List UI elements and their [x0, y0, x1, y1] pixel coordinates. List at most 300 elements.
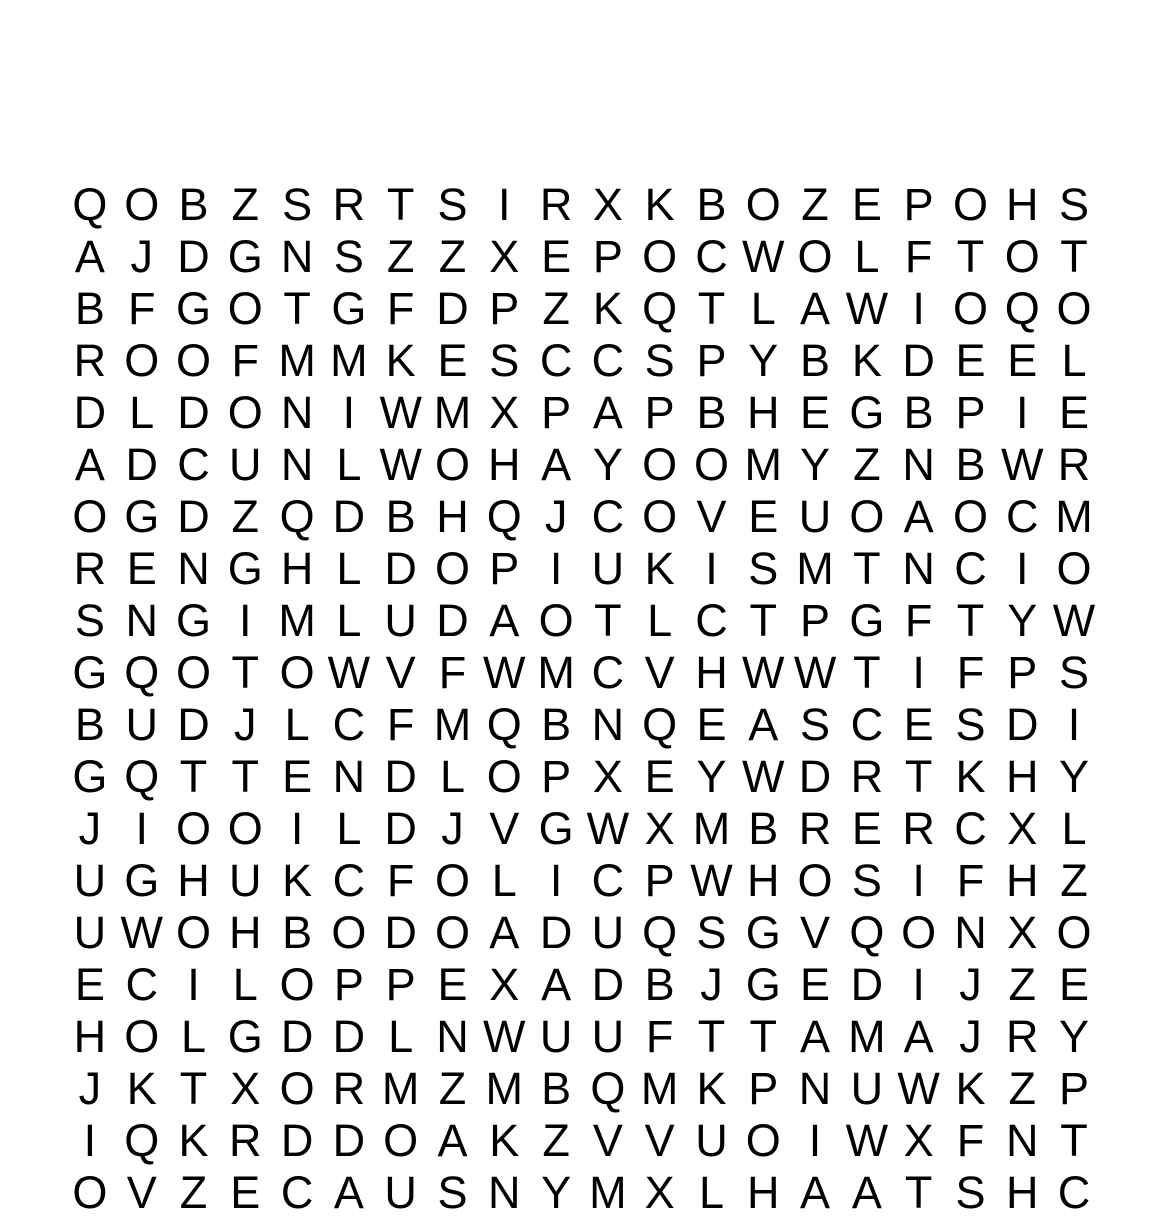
grid-cell[interactable]: Q [124, 646, 160, 698]
grid-cell[interactable]: T [697, 1011, 726, 1063]
grid-cell[interactable]: D [332, 490, 366, 542]
grid-cell[interactable]: U [73, 855, 107, 907]
grid-cell[interactable]: I [549, 855, 563, 907]
grid-cell[interactable]: D [902, 334, 935, 386]
grid-cell[interactable]: H [229, 907, 262, 959]
grid-cell[interactable]: R [902, 803, 935, 855]
grid-cell[interactable]: Q [486, 698, 522, 750]
grid-cell[interactable]: A [74, 438, 105, 490]
grid-cell[interactable]: V [592, 1115, 623, 1167]
grid-cell[interactable]: A [903, 1011, 934, 1063]
grid-cell[interactable]: B [541, 698, 572, 750]
grid-cell[interactable]: L [854, 230, 880, 282]
grid-cell[interactable]: Q [486, 490, 522, 542]
grid-cell[interactable]: I [912, 646, 925, 698]
grid-cell[interactable]: J [959, 959, 982, 1011]
grid-cell[interactable]: Z [1008, 959, 1036, 1011]
grid-cell[interactable]: N [436, 1011, 469, 1063]
grid-cell[interactable]: W [379, 386, 422, 438]
grid-cell[interactable]: L [698, 1167, 724, 1219]
grid-cell[interactable]: T [749, 594, 777, 646]
grid-cell[interactable]: O [279, 1063, 315, 1115]
grid-cell[interactable]: B [644, 959, 675, 1011]
grid-cell[interactable]: M [1055, 490, 1093, 542]
grid-cell[interactable]: S [1059, 178, 1090, 230]
grid-cell[interactable]: W [845, 282, 889, 334]
grid-cell[interactable]: Z [179, 1167, 208, 1219]
grid-cell[interactable]: S [437, 178, 468, 230]
grid-cell[interactable]: U [384, 1167, 417, 1219]
grid-cell[interactable]: E [851, 178, 882, 230]
grid-cell[interactable]: M [381, 1063, 420, 1115]
grid-cell[interactable]: O [642, 490, 678, 542]
grid-cell[interactable]: U [591, 907, 625, 959]
grid-cell[interactable]: H [1005, 178, 1039, 230]
grid-cell[interactable]: O [175, 646, 211, 698]
grid-cell[interactable]: P [644, 386, 675, 438]
grid-cell[interactable]: M [278, 334, 316, 386]
grid-cell[interactable]: R [1005, 1011, 1039, 1063]
grid-cell[interactable]: S [800, 698, 831, 750]
grid-cell[interactable]: I [808, 1115, 822, 1167]
grid-cell[interactable]: K [282, 855, 313, 907]
grid-cell[interactable]: M [330, 334, 368, 386]
grid-cell[interactable]: T [594, 594, 622, 646]
grid-cell[interactable]: I [549, 542, 563, 594]
grid-cell[interactable]: B [955, 438, 986, 490]
grid-cell[interactable]: G [849, 386, 885, 438]
grid-cell[interactable]: W [586, 803, 630, 855]
grid-cell[interactable]: E [851, 803, 882, 855]
grid-cell[interactable]: A [592, 386, 623, 438]
grid-cell[interactable]: K [644, 178, 675, 230]
grid-cell[interactable]: C [332, 698, 366, 750]
grid-cell[interactable]: C [1057, 1167, 1091, 1219]
grid-cell[interactable]: Y [541, 1167, 572, 1219]
grid-cell[interactable]: E [1059, 386, 1090, 438]
grid-cell[interactable]: Q [642, 698, 678, 750]
grid-cell[interactable]: V [126, 1167, 157, 1219]
grid-cell[interactable]: F [904, 594, 933, 646]
grid-cell[interactable]: V [644, 646, 675, 698]
grid-cell[interactable]: U [798, 490, 832, 542]
grid-cell[interactable]: X [489, 230, 520, 282]
grid-cell[interactable]: G [124, 490, 160, 542]
grid-cell[interactable]: A [800, 1167, 831, 1219]
grid-cell[interactable]: S [282, 178, 313, 230]
grid-cell[interactable]: I [290, 803, 304, 855]
grid-cell[interactable]: G [72, 751, 108, 803]
grid-cell[interactable]: N [591, 698, 625, 750]
grid-cell[interactable]: I [239, 594, 252, 646]
grid-cell[interactable]: E [437, 959, 468, 1011]
grid-cell[interactable]: X [1007, 803, 1038, 855]
grid-cell[interactable]: U [591, 1011, 625, 1063]
grid-cell[interactable]: O [434, 907, 470, 959]
grid-cell[interactable]: N [280, 386, 314, 438]
grid-cell[interactable]: P [1059, 1063, 1090, 1115]
grid-cell[interactable]: N [177, 542, 210, 594]
grid-cell[interactable]: Q [642, 282, 678, 334]
grid-cell[interactable]: A [903, 490, 934, 542]
grid-cell[interactable]: T [956, 594, 985, 646]
grid-cell[interactable]: W [120, 907, 163, 959]
grid-cell[interactable]: S [748, 542, 779, 594]
grid-cell[interactable]: I [187, 959, 200, 1011]
grid-cell[interactable]: W [1052, 594, 1096, 646]
grid-cell[interactable]: T [904, 751, 933, 803]
grid-cell[interactable]: K [955, 751, 986, 803]
grid-cell[interactable]: X [1007, 907, 1038, 959]
grid-cell[interactable]: K [489, 1115, 520, 1167]
grid-cell[interactable]: W [742, 230, 785, 282]
grid-cell[interactable]: D [384, 803, 417, 855]
grid-cell[interactable]: I [912, 959, 925, 1011]
grid-cell[interactable]: O [1056, 282, 1092, 334]
grid-cell[interactable]: D [436, 282, 469, 334]
grid-cell[interactable]: B [74, 698, 105, 750]
grid-cell[interactable]: R [73, 334, 107, 386]
grid-cell[interactable]: D [539, 907, 573, 959]
grid-cell[interactable]: U [384, 594, 417, 646]
grid-cell[interactable]: O [849, 490, 885, 542]
grid-cell[interactable]: X [489, 959, 520, 1011]
grid-cell[interactable]: H [1005, 751, 1039, 803]
grid-cell[interactable]: O [901, 907, 937, 959]
grid-cell[interactable]: N [954, 907, 987, 959]
grid-cell[interactable]: B [696, 178, 727, 230]
grid-cell[interactable]: G [175, 282, 211, 334]
grid-cell[interactable]: F [956, 646, 985, 698]
grid-cell[interactable]: C [591, 646, 625, 698]
grid-cell[interactable]: P [748, 1063, 779, 1115]
grid-cell[interactable]: P [592, 230, 623, 282]
grid-cell[interactable]: I [1067, 698, 1081, 750]
grid-cell[interactable]: E [903, 698, 934, 750]
grid-cell[interactable]: P [489, 282, 520, 334]
grid-cell[interactable]: Z [1060, 855, 1088, 907]
grid-cell[interactable]: O [124, 178, 160, 230]
grid-cell[interactable]: Y [1007, 594, 1038, 646]
grid-cell[interactable]: O [175, 803, 211, 855]
grid-cell[interactable]: T [853, 542, 881, 594]
grid-cell[interactable]: B [74, 282, 105, 334]
grid-cell[interactable]: E [748, 490, 779, 542]
grid-cell[interactable]: S [437, 1167, 468, 1219]
grid-cell[interactable]: C [695, 594, 728, 646]
grid-cell[interactable]: C [954, 803, 987, 855]
grid-cell[interactable]: L [336, 803, 362, 855]
grid-cell[interactable]: R [798, 803, 832, 855]
grid-cell[interactable]: X [592, 178, 623, 230]
grid-cell[interactable]: M [537, 646, 575, 698]
grid-cell[interactable]: L [750, 282, 776, 334]
grid-cell[interactable]: E [800, 959, 831, 1011]
grid-cell[interactable]: L [647, 594, 673, 646]
grid-cell[interactable]: D [384, 751, 417, 803]
grid-cell[interactable]: F [956, 1115, 985, 1167]
grid-cell[interactable]: D [798, 751, 832, 803]
grid-cell[interactable]: P [333, 959, 364, 1011]
grid-cell[interactable]: A [800, 282, 831, 334]
grid-cell[interactable]: Q [124, 751, 160, 803]
grid-cell[interactable]: A [74, 230, 105, 282]
grid-cell[interactable]: F [386, 855, 415, 907]
grid-cell[interactable]: P [1007, 646, 1038, 698]
grid-cell[interactable]: P [541, 386, 572, 438]
grid-cell[interactable]: O [331, 907, 367, 959]
grid-cell[interactable]: O [745, 1115, 781, 1167]
grid-cell[interactable]: P [955, 386, 986, 438]
grid-cell[interactable]: D [177, 698, 210, 750]
grid-cell[interactable]: X [903, 1115, 934, 1167]
grid-cell[interactable]: G [227, 1011, 263, 1063]
grid-cell[interactable]: D [177, 386, 210, 438]
grid-cell[interactable]: O [952, 282, 988, 334]
grid-cell[interactable]: A [489, 594, 520, 646]
grid-cell[interactable]: Z [1008, 1063, 1036, 1115]
grid-cell[interactable]: D [384, 907, 417, 959]
grid-cell[interactable]: Q [279, 490, 315, 542]
grid-cell[interactable]: W [379, 438, 422, 490]
grid-cell[interactable]: R [229, 1115, 262, 1167]
grid-cell[interactable]: P [385, 959, 416, 1011]
grid-cell[interactable]: H [488, 438, 521, 490]
grid-cell[interactable]: C [1005, 490, 1039, 542]
grid-cell[interactable]: T [853, 646, 881, 698]
grid-cell[interactable]: Y [1059, 751, 1090, 803]
grid-cell[interactable]: I [705, 542, 718, 594]
grid-cell[interactable]: R [332, 1063, 366, 1115]
grid-cell[interactable]: U [125, 698, 158, 750]
grid-cell[interactable]: I [912, 282, 925, 334]
grid-cell[interactable]: J [78, 803, 102, 855]
grid-cell[interactable]: N [1005, 1115, 1039, 1167]
grid-cell[interactable]: Z [438, 230, 467, 282]
grid-cell[interactable]: R [539, 178, 573, 230]
grid-cell[interactable]: J [130, 230, 153, 282]
grid-cell[interactable]: L [388, 1011, 414, 1063]
grid-cell[interactable]: F [386, 698, 415, 750]
grid-cell[interactable]: J [234, 698, 257, 750]
grid-cell[interactable]: J [78, 1063, 102, 1115]
grid-cell[interactable]: C [280, 1167, 314, 1219]
grid-cell[interactable]: T [179, 751, 208, 803]
grid-cell[interactable]: T [386, 178, 415, 230]
grid-cell[interactable]: P [489, 542, 520, 594]
grid-cell[interactable]: H [695, 646, 728, 698]
grid-cell[interactable]: D [850, 959, 884, 1011]
grid-cell[interactable]: Z [231, 490, 260, 542]
grid-cell[interactable]: L [336, 438, 362, 490]
grid-cell[interactable]: E [955, 334, 986, 386]
grid-cell[interactable]: B [748, 803, 779, 855]
grid-cell[interactable]: P [541, 751, 572, 803]
grid-cell[interactable]: D [384, 542, 417, 594]
grid-cell[interactable]: G [745, 907, 781, 959]
grid-cell[interactable]: O [486, 751, 522, 803]
grid-cell[interactable]: X [644, 1167, 675, 1219]
grid-cell[interactable]: C [695, 230, 728, 282]
grid-cell[interactable]: T [179, 1063, 208, 1115]
grid-cell[interactable]: O [642, 438, 678, 490]
grid-cell[interactable]: N [332, 751, 366, 803]
grid-cell[interactable]: U [591, 542, 625, 594]
grid-cell[interactable]: U [695, 1115, 728, 1167]
grid-cell[interactable]: V [800, 907, 831, 959]
grid-cell[interactable]: G [227, 542, 263, 594]
grid-cell[interactable]: D [177, 230, 210, 282]
grid-cell[interactable]: N [902, 542, 935, 594]
grid-cell[interactable]: H [73, 1011, 107, 1063]
grid-cell[interactable]: X [592, 751, 623, 803]
grid-cell[interactable]: Y [1059, 1011, 1090, 1063]
grid-cell[interactable]: B [696, 386, 727, 438]
grid-cell[interactable]: I [498, 178, 511, 230]
grid-cell[interactable]: T [1060, 230, 1088, 282]
grid-cell[interactable]: B [178, 178, 209, 230]
grid-cell[interactable]: U [229, 438, 262, 490]
grid-cell[interactable]: E [126, 542, 157, 594]
grid-cell[interactable]: W [742, 751, 785, 803]
grid-cell[interactable]: O [175, 334, 211, 386]
grid-cell[interactable]: O [124, 1011, 160, 1063]
grid-cell[interactable]: E [696, 698, 727, 750]
grid-cell[interactable]: B [282, 907, 313, 959]
grid-cell[interactable]: T [231, 646, 260, 698]
grid-cell[interactable]: A [748, 698, 779, 750]
grid-cell[interactable]: C [332, 855, 366, 907]
grid-cell[interactable]: T [956, 230, 985, 282]
grid-cell[interactable]: K [385, 334, 416, 386]
grid-cell[interactable]: H [747, 855, 780, 907]
grid-cell[interactable]: G [227, 230, 263, 282]
grid-cell[interactable]: L [336, 594, 362, 646]
grid-cell[interactable]: O [1004, 230, 1040, 282]
grid-cell[interactable]: B [800, 334, 831, 386]
grid-cell[interactable]: O [124, 334, 160, 386]
grid-cell[interactable]: L [284, 698, 310, 750]
grid-cell[interactable]: S [74, 594, 105, 646]
grid-cell[interactable]: I [83, 1115, 97, 1167]
grid-cell[interactable]: W [483, 1011, 526, 1063]
grid-cell[interactable]: L [1061, 334, 1087, 386]
grid-cell[interactable]: O [279, 646, 315, 698]
grid-cell[interactable]: U [229, 855, 262, 907]
grid-cell[interactable]: M [796, 542, 834, 594]
grid-cell[interactable]: I [1015, 542, 1029, 594]
grid-cell[interactable]: S [696, 907, 727, 959]
grid-cell[interactable]: I [1015, 386, 1029, 438]
grid-cell[interactable]: Y [800, 438, 831, 490]
grid-cell[interactable]: T [904, 1167, 933, 1219]
grid-cell[interactable]: L [1061, 803, 1087, 855]
grid-cell[interactable]: K [178, 1115, 209, 1167]
grid-cell[interactable]: Y [696, 751, 727, 803]
grid-cell[interactable]: O [797, 855, 833, 907]
grid-cell[interactable]: N [125, 594, 158, 646]
grid-cell[interactable]: V [644, 1115, 675, 1167]
grid-cell[interactable]: O [745, 178, 781, 230]
grid-cell[interactable]: Z [386, 230, 415, 282]
grid-cell[interactable]: W [483, 646, 526, 698]
grid-cell[interactable]: M [278, 594, 316, 646]
grid-cell[interactable]: L [491, 855, 517, 907]
grid-cell[interactable]: X [230, 1063, 261, 1115]
grid-cell[interactable]: L [439, 751, 465, 803]
grid-cell[interactable]: Z [542, 1115, 570, 1167]
grid-cell[interactable]: O [434, 855, 470, 907]
grid-cell[interactable]: O [227, 282, 263, 334]
grid-cell[interactable]: C [591, 490, 625, 542]
grid-cell[interactable]: V [696, 490, 727, 542]
grid-cell[interactable]: C [177, 438, 210, 490]
grid-cell[interactable]: G [72, 646, 108, 698]
grid-cell[interactable]: E [230, 1167, 261, 1219]
grid-cell[interactable]: L [129, 386, 155, 438]
grid-cell[interactable]: A [489, 907, 520, 959]
grid-cell[interactable]: J [441, 803, 464, 855]
grid-cell[interactable]: N [798, 1063, 832, 1115]
grid-cell[interactable]: B [385, 490, 416, 542]
grid-cell[interactable]: H [747, 386, 780, 438]
grid-cell[interactable]: E [437, 334, 468, 386]
grid-cell[interactable]: O [1056, 542, 1092, 594]
grid-cell[interactable]: Q [72, 178, 108, 230]
grid-cell[interactable]: H [747, 1167, 780, 1219]
grid-cell[interactable]: O [538, 594, 574, 646]
grid-cell[interactable]: M [433, 386, 472, 438]
grid-cell[interactable]: A [333, 1167, 364, 1219]
grid-cell[interactable]: S [851, 855, 882, 907]
grid-cell[interactable]: A [851, 1167, 882, 1219]
grid-cell[interactable]: N [280, 438, 314, 490]
grid-cell[interactable]: G [124, 855, 160, 907]
grid-cell[interactable]: O [227, 386, 263, 438]
grid-cell[interactable]: D [73, 386, 107, 438]
grid-cell[interactable]: G [331, 282, 367, 334]
grid-cell[interactable]: F [956, 855, 985, 907]
grid-cell[interactable]: K [592, 282, 623, 334]
grid-cell[interactable]: E [800, 386, 831, 438]
grid-cell[interactable]: D [125, 438, 158, 490]
grid-cell[interactable]: R [850, 751, 884, 803]
grid-cell[interactable]: C [591, 855, 625, 907]
grid-cell[interactable]: A [541, 959, 572, 1011]
grid-cell[interactable]: O [434, 438, 470, 490]
grid-cell[interactable]: E [1059, 959, 1090, 1011]
grid-cell[interactable]: F [386, 282, 415, 334]
grid-cell[interactable]: K [955, 1063, 986, 1115]
grid-cell[interactable]: W [690, 855, 733, 907]
grid-cell[interactable]: U [73, 907, 107, 959]
grid-cell[interactable]: E [1007, 334, 1038, 386]
grid-cell[interactable]: D [332, 1011, 366, 1063]
grid-cell[interactable]: V [385, 646, 416, 698]
grid-cell[interactable]: W [742, 646, 785, 698]
grid-cell[interactable]: O [383, 1115, 419, 1167]
grid-cell[interactable]: L [232, 959, 258, 1011]
grid-cell[interactable]: Q [849, 907, 885, 959]
grid-cell[interactable]: L [336, 542, 362, 594]
grid-cell[interactable]: O [1056, 907, 1092, 959]
grid-cell[interactable]: W [897, 1063, 940, 1115]
grid-cell[interactable]: C [591, 334, 625, 386]
grid-cell[interactable]: S [333, 230, 364, 282]
grid-cell[interactable]: M [692, 803, 731, 855]
grid-cell[interactable]: I [135, 803, 148, 855]
grid-cell[interactable]: D [591, 959, 625, 1011]
